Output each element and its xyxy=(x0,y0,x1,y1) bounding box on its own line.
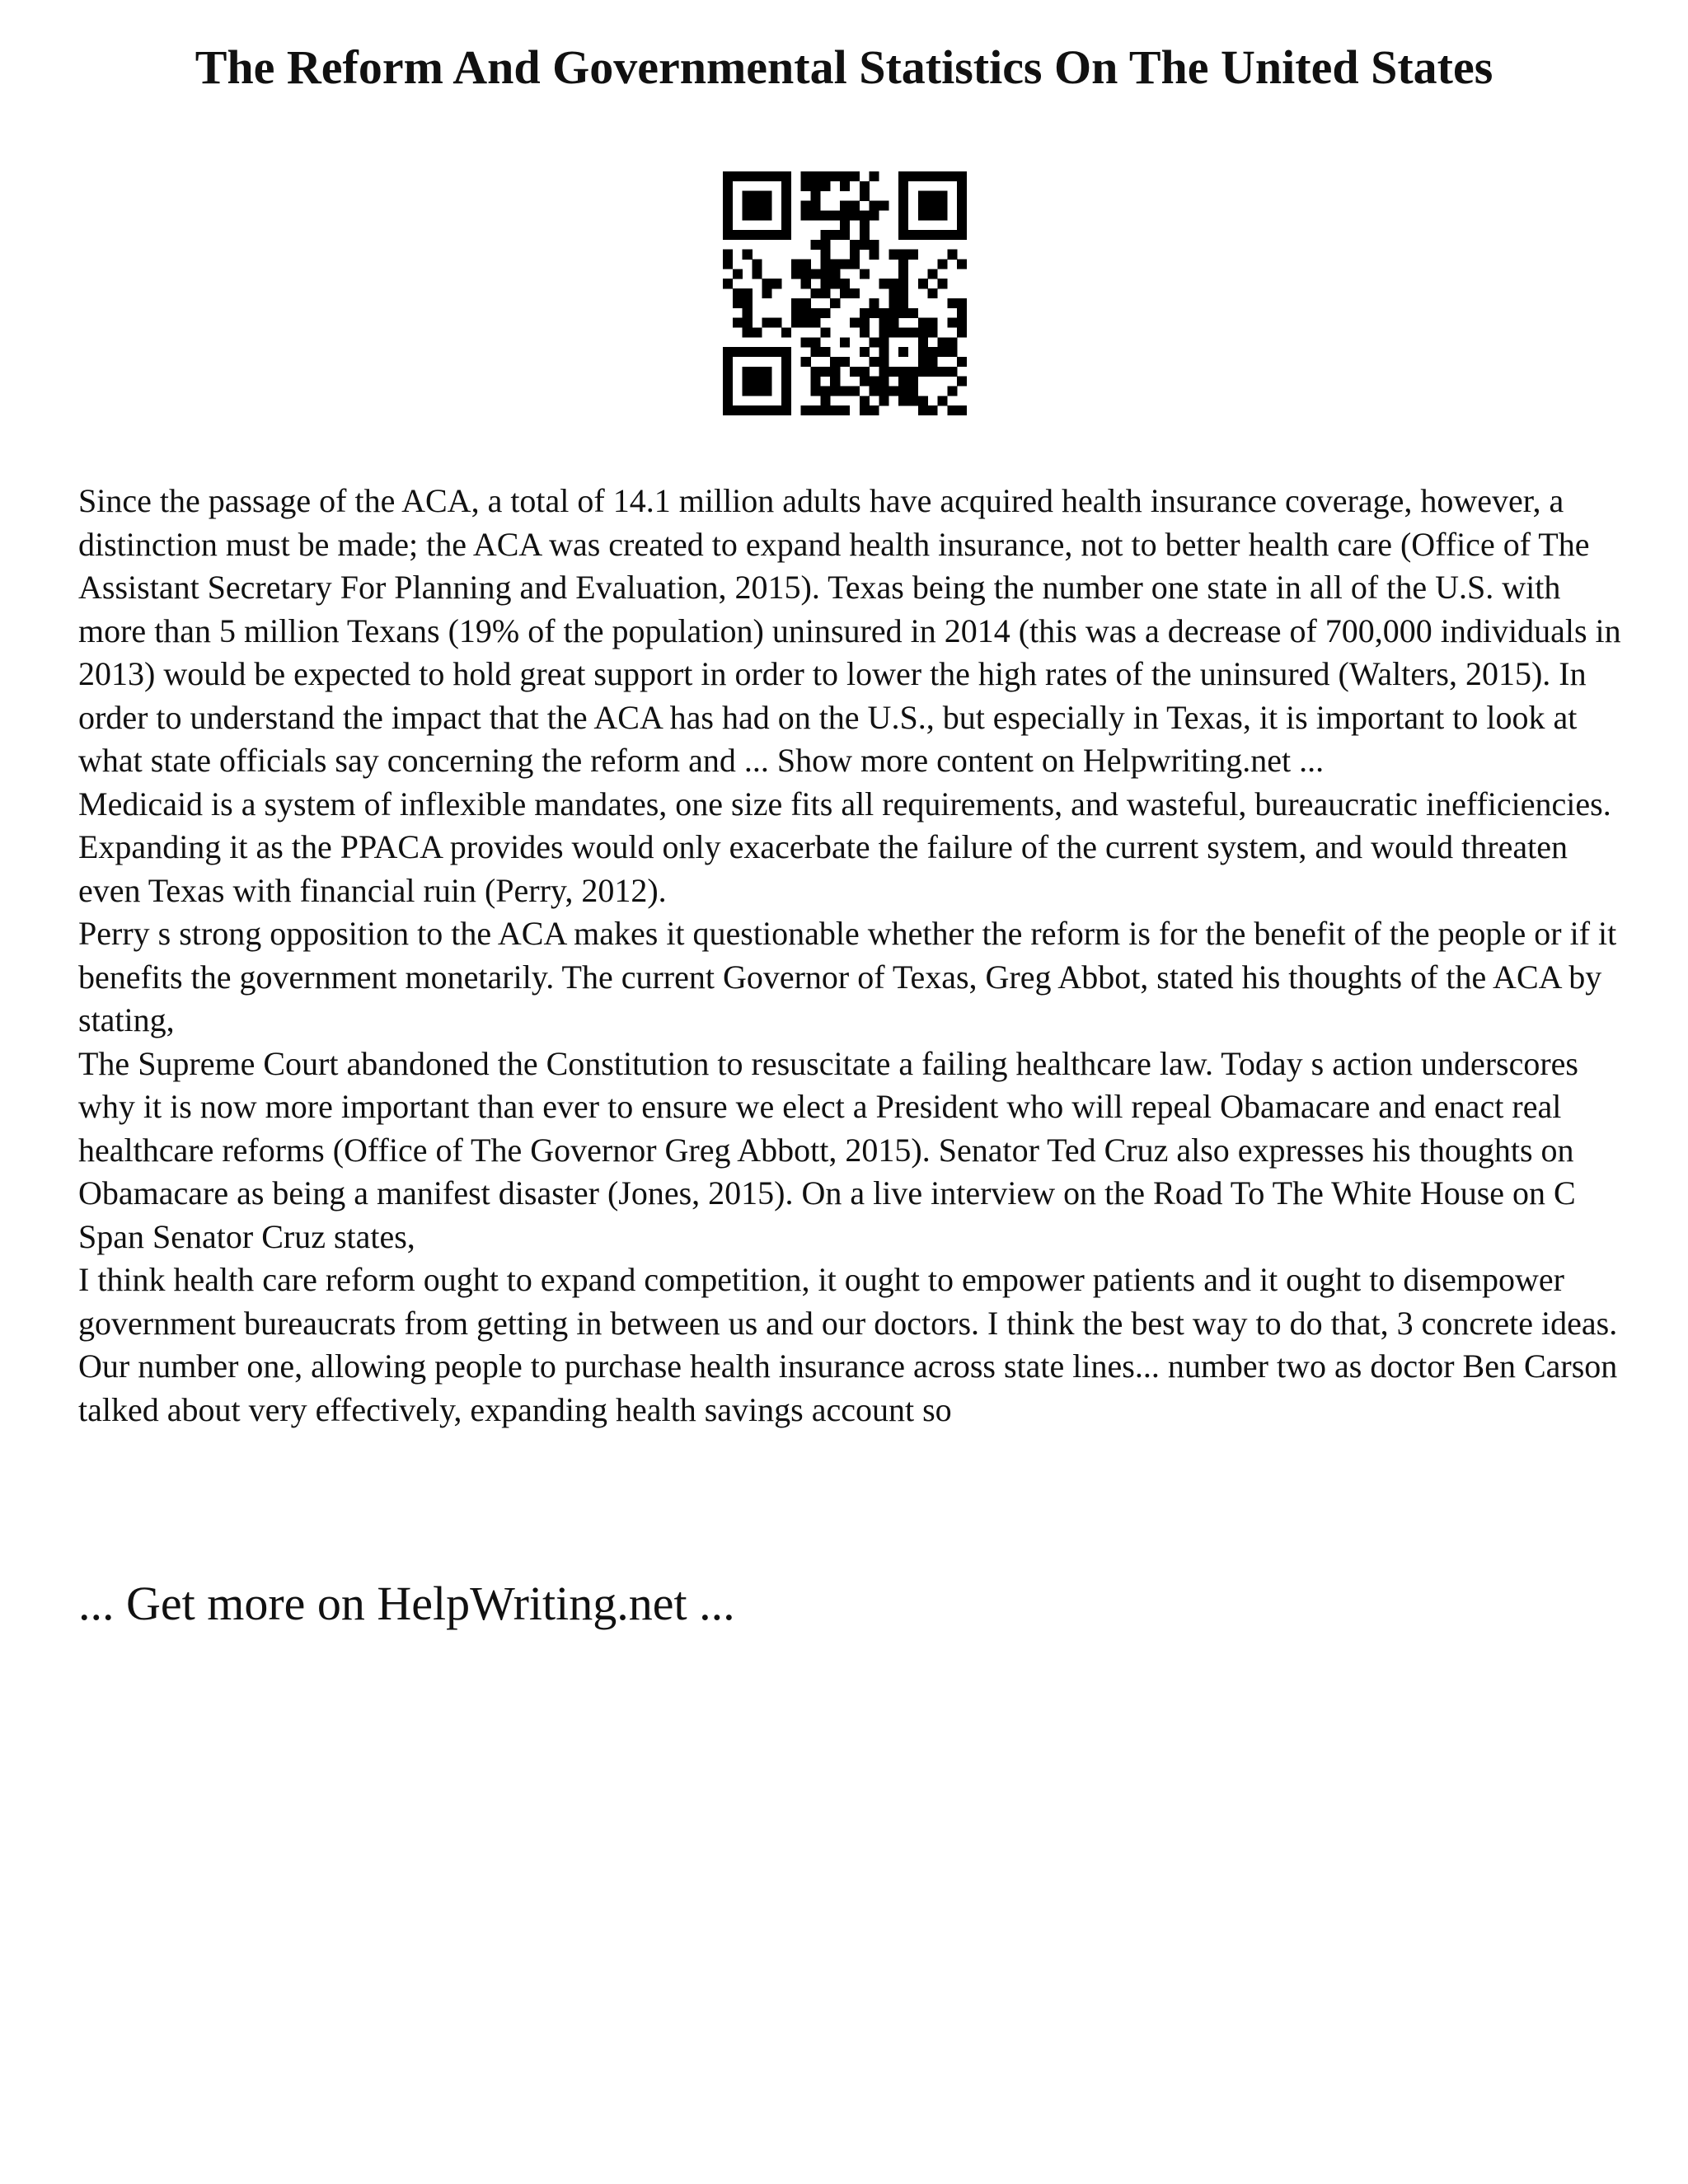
paragraph-2: Medicaid is a system of inflexible mandates, one size fits all requirements, and wasteful, bureaucratic inefficiencies. Expanding it as the PPACA provides would only exacerbate the failure of the current system, and would threaten even Texas with financial ruin (Perry, 2012). xyxy=(78,785,1611,909)
paragraph-3: Perry s strong opposition to the ACA makes it questionable whether the reform is for the benefit of the people or if it benefits the government monetarily. The current Governor of Texas, Greg Abbot, stated his thoughts of the ACA by stating, xyxy=(78,915,1617,1038)
qr-code-icon xyxy=(723,171,967,415)
article-body xyxy=(78,480,1628,1432)
paragraph-1: Since the passage of the ACA, a total of 14.1 million adults have acquired health insurance coverage, however, a distinction must be made; the ACA was created to expand health insurance, not to better health care (Office of The Assistant Secretary For Planning and Evaluation, 2015). Texas being the number one state in all of the U.S. with more than 5 million Texans (19% of the population) uninsured in 2014 (this was a decrease of 700,000 individuals in 2013) would be expected to hold great support in order to lower the high rates of the uninsured (Walters, 2015). In order to understand the impact that the ACA has had on the U.S., but especially in Texas, it is important to look at what state officials say concerning the reform and ... Show more content on Helpwriting.net ... xyxy=(78,482,1621,779)
paragraph-4: The Supreme Court abandoned the Constitution to resuscitate a failing healthcare law. Today s action underscores why it is now more important than ever to ensure we elect a President who will repeal Obamacare and enact real healthcare reforms (Office of The Governor Greg Abbott, 2015). Senator Ted Cruz also expresses his thoughts on Obamacare as being a manifest disaster (Jones, 2015). On a live interview on the Road To The White House on C Span Senator Cruz states, xyxy=(78,1044,1578,1255)
get-more-link[interactable]: ... Get more on HelpWriting.net ... xyxy=(78,1577,735,1630)
page-title: The Reform And Governmental Statistics On The United States xyxy=(195,40,1493,94)
paragraph-5: I think health care reform ought to expand competition, it ought to empower patients and it ought to disempower government bureaucrats from getting in between us and our doctors. I think the best way to do that, 3 concrete ideas. Our number one, allowing people to purchase health insurance across state lines... number two as doctor Ben Carson talked about very effectively, expanding health savings account so xyxy=(78,1261,1618,1428)
